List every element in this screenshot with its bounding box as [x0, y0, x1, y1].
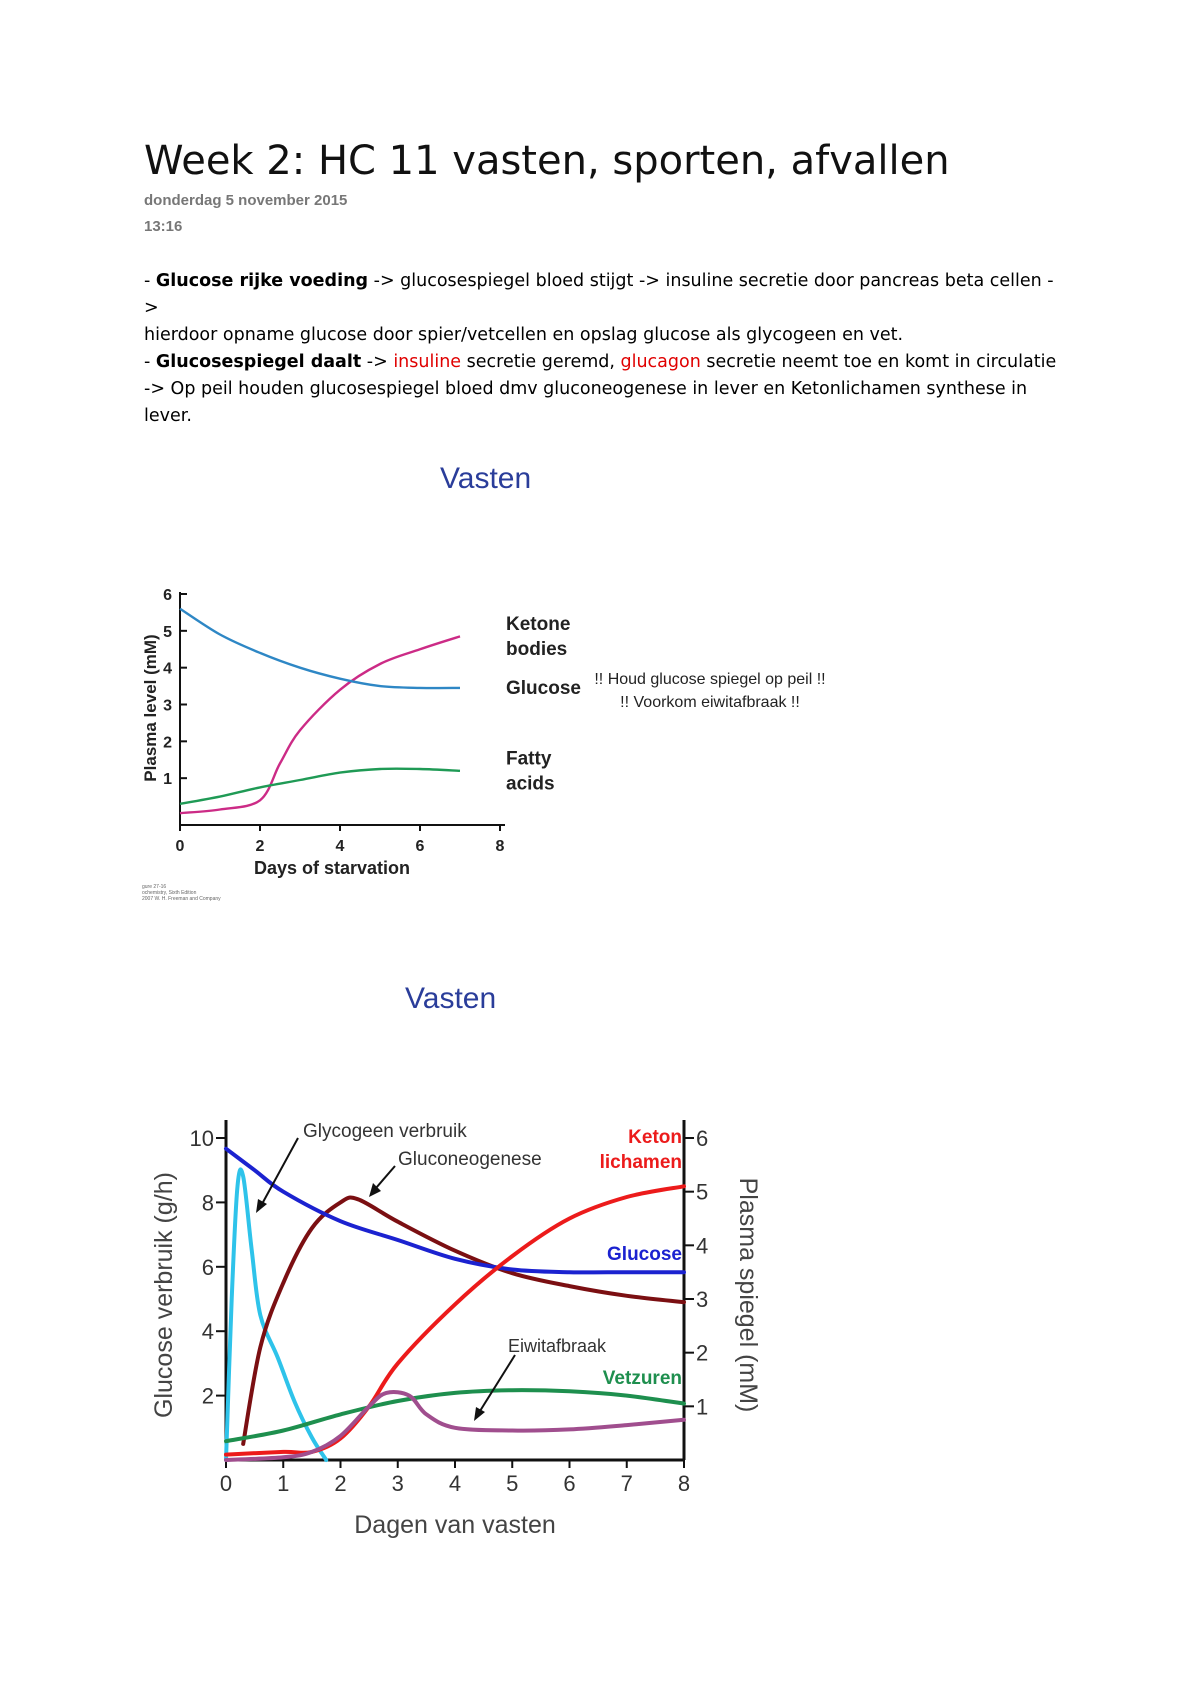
page-date: donderdag 5 november 2015	[144, 192, 348, 209]
chart1-ytick-label: 6	[163, 587, 172, 604]
chart2-xtick-label: 2	[334, 1471, 347, 1496]
chart2-y2-label: Plasma spiegel (mM)	[734, 1177, 762, 1413]
chart2-ytick-label: 10	[189, 1126, 214, 1151]
chart1-ytick-label: 2	[163, 734, 172, 752]
chart1-ytick-label: 3	[163, 697, 172, 715]
chart2-ytick-label: 6	[201, 1254, 214, 1280]
insuline-term: insuline	[393, 352, 462, 372]
paragraph-glucose-rijke-voeding	[144, 268, 1064, 349]
chart2-xtick-label: 4	[448, 1471, 462, 1496]
chart2-y2tick-label: 3	[696, 1287, 709, 1312]
paragraph2-arrow: ->	[361, 352, 394, 372]
label-keton: Keton	[628, 1127, 682, 1148]
arrow-eiwitafbraak-head	[474, 1407, 485, 1421]
chart1-xtick-label: 2	[255, 838, 265, 855]
chart-plasma-level	[140, 580, 581, 890]
chart2-y2tick-label: 4	[696, 1233, 709, 1259]
paragraph2-line1: secretie neemt toe en komt in circulatie	[700, 352, 1057, 372]
figure-credit	[142, 884, 221, 902]
label-lichamen: lichamen	[599, 1152, 682, 1173]
chart2-series-glycogeen-verbruik	[226, 1169, 326, 1460]
paragraph2-mid: secretie geremd,	[461, 352, 621, 372]
paragraph-glucosespiegel-daalt	[144, 349, 1064, 430]
label-glucose: Glucose	[607, 1244, 682, 1265]
arrow-eiwitafbraak	[480, 1355, 515, 1411]
label-glycogeen-verbruik: Glycogeen verbruik	[303, 1121, 467, 1142]
paragraph2-dash: -	[144, 352, 156, 372]
chart2-xtick-label: 1	[277, 1471, 290, 1496]
paragraph1-bold: Glucose rijke voeding	[155, 271, 369, 291]
chart1-label-ketone-bodies: Ketone	[506, 613, 571, 635]
chart2-xtick-label: 3	[391, 1471, 404, 1496]
chart1-series-ketone-bodies	[180, 636, 460, 813]
chart1-ytick-label: 1	[163, 771, 172, 789]
label-vetzuren: Vetzuren	[602, 1368, 682, 1389]
chart1-ytick-label: 5	[163, 623, 172, 641]
chart2-xtick-label: 8	[677, 1471, 691, 1496]
paragraph1-line1: -> glucosespiegel bloed stijgt -> insuline secretie door pancreas beta cellen ->	[144, 271, 1054, 318]
page-title: Week 2: HC 11 vasten, sporten, afvallen	[144, 138, 950, 184]
paragraph2-line3: lever.	[144, 406, 192, 426]
chart1-xtick-label: 8	[495, 838, 505, 855]
arrow-glycogeen	[262, 1138, 298, 1204]
chart2-y-label: Glucose verbruik (g/h)	[150, 1172, 178, 1418]
chart2-xtick-label: 7	[620, 1471, 633, 1496]
chart1-x-label: Days of starvation	[253, 858, 411, 878]
chart1-ytick-label: 4	[163, 660, 172, 678]
chart1-label-glucose: Glucose	[506, 677, 581, 699]
chart1-xtick-label: 0	[175, 838, 185, 855]
glucagon-term: glucagon	[620, 352, 701, 372]
chart1-label-fatty-acids: Fatty	[506, 748, 552, 770]
chart2-ytick-label: 8	[201, 1190, 214, 1216]
note-eiwitafbraak: !! Voorkom eiwitafbraak !!	[620, 694, 800, 711]
chart1-xtick-label: 4	[335, 838, 345, 855]
chart1-axes	[180, 592, 505, 825]
chart1-xtick-label: 6	[415, 838, 425, 855]
chart2-xtick-label: 0	[219, 1471, 233, 1496]
chart1-label-fatty-acids: acids	[506, 773, 555, 795]
figure-credit-line2: ochemistry, Sixth Edition	[142, 890, 197, 896]
chart1-label-ketone-bodies: bodies	[506, 638, 568, 660]
page-time: 13:16	[144, 218, 183, 235]
chart2-y2tick-label: 6	[696, 1126, 709, 1151]
chart2-y2tick-label: 2	[696, 1340, 709, 1366]
chart1-y-label: Plasma level (mM)	[141, 634, 160, 782]
arrow-glycogeen-head	[256, 1199, 267, 1213]
chart2-xtick-label: 6	[563, 1471, 576, 1496]
paragraph1-dash: -	[144, 271, 156, 291]
chart2-xtick-label: 5	[506, 1471, 519, 1496]
figure-credit-line1: gure 27-16	[142, 884, 167, 890]
paragraph2-line2: -> Op peil houden glucosespiegel bloed dmv gluconeogenese in lever en Ketonlichamen synthese in	[144, 379, 1028, 399]
chart2-series-gluconeogenese	[243, 1198, 684, 1444]
label-gluconeogenese: Gluconeogenese	[398, 1149, 542, 1170]
slide2-title: Vasten	[405, 982, 497, 1015]
chart1-series-glucose	[180, 609, 460, 688]
paragraph1-line2: hierdoor opname glucose door spier/vetcellen en opslag glucose als glycogeen en vet.	[144, 325, 904, 345]
label-eiwitafbraak: Eiwitafbraak	[508, 1336, 607, 1356]
slide1-title: Vasten	[440, 462, 532, 495]
slide1-notes	[560, 668, 860, 714]
chart2-y2tick-label: 5	[696, 1179, 709, 1205]
note-glucose-spiegel: !! Houd glucose spiegel op peil !!	[594, 671, 826, 688]
arrow-gluconeogenese	[376, 1166, 395, 1188]
chart1-series-fatty-acids	[180, 769, 460, 804]
figure-credit-line3: 2007 W. H. Freeman and Company	[142, 896, 221, 902]
chart2-ytick-label: 4	[201, 1319, 214, 1345]
chart2-y2tick-label: 1	[696, 1394, 709, 1420]
chart-glucose-verbruik	[140, 1105, 780, 1555]
paragraph2-bold: Glucosespiegel daalt	[155, 352, 362, 372]
chart2-x-label: Dagen van vasten	[354, 1511, 556, 1539]
chart2-ytick-label: 2	[201, 1383, 214, 1409]
chart2-series-keton-lichamen	[226, 1186, 684, 1454]
